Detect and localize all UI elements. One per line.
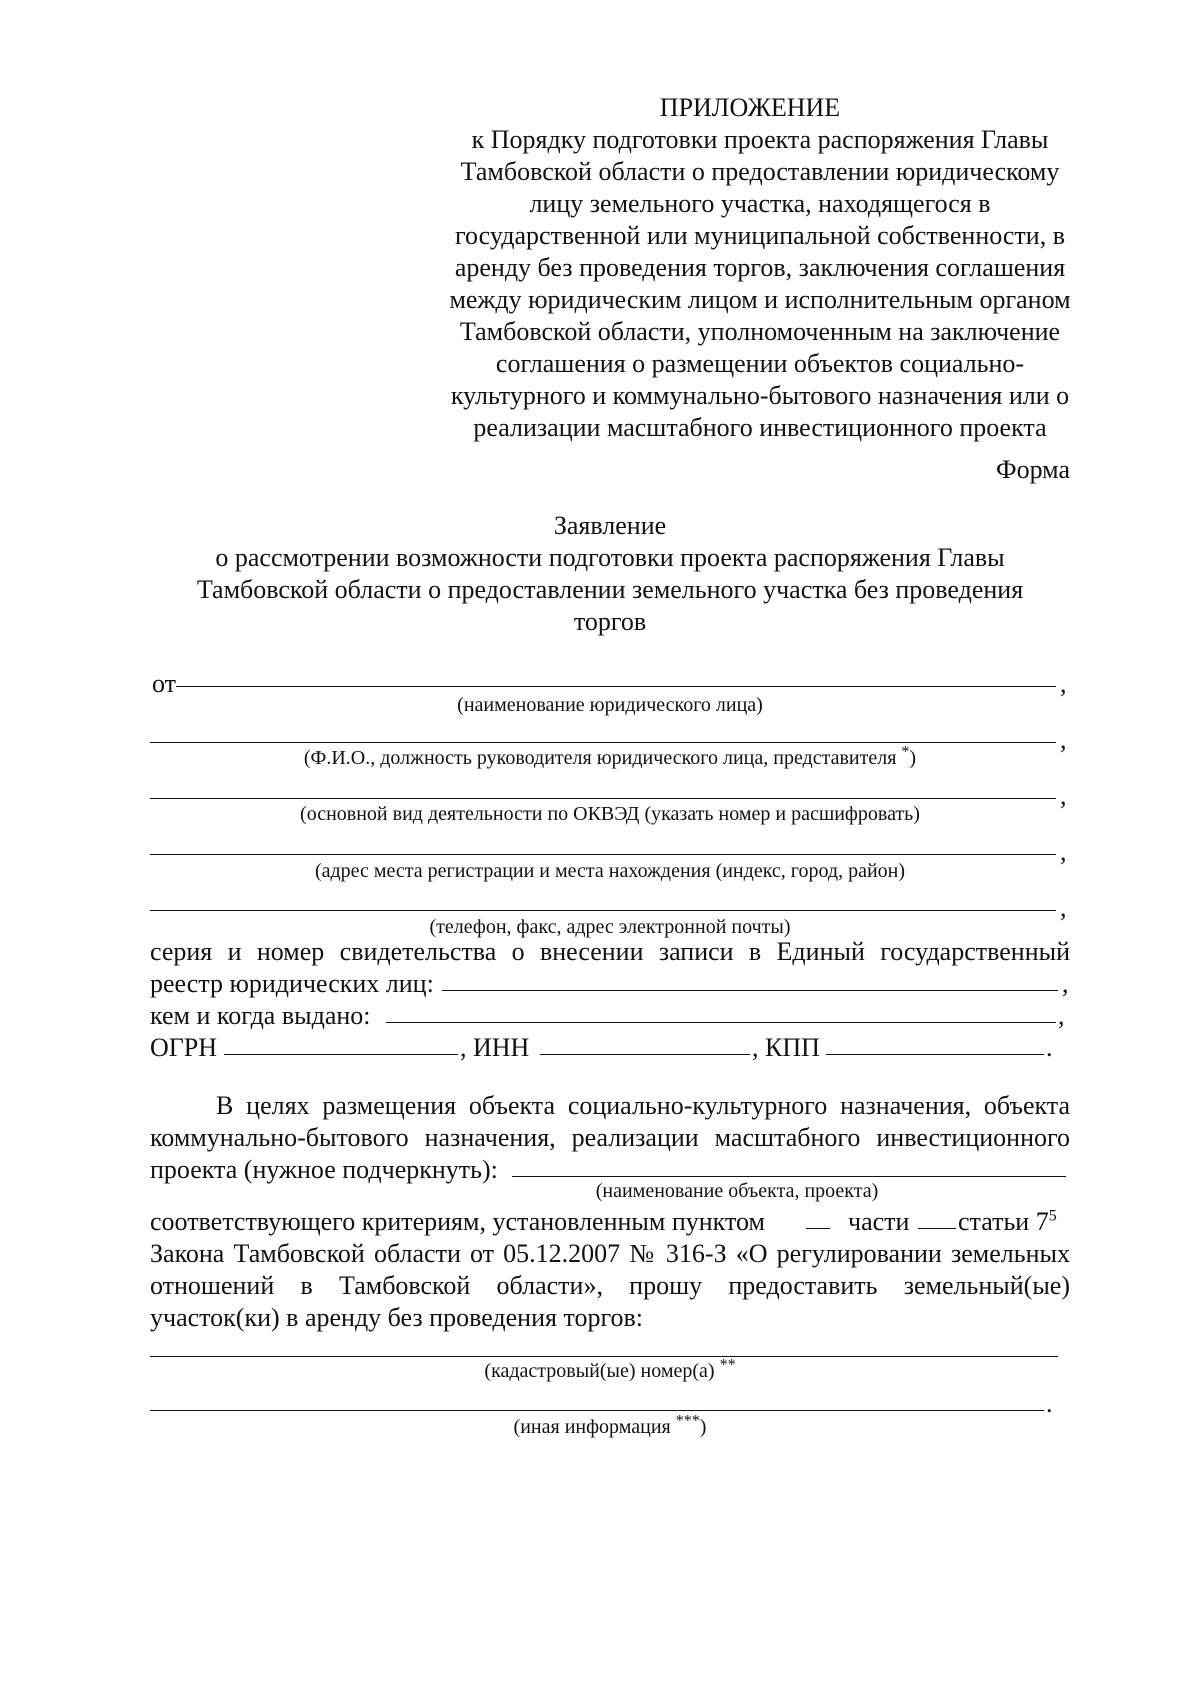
- cadastral-caption-stars: **: [719, 1356, 736, 1374]
- address-caption: (адрес места регистрации и места нахождения (индекс, город, район): [314, 860, 906, 882]
- statement-title: Заявление: [553, 511, 667, 540]
- head-caption: [150, 745, 1070, 771]
- criteria-article: [958, 1206, 1057, 1238]
- contacts-caption: (телефон, факс, адрес электронной почты): [429, 916, 791, 938]
- kpp-period: .: [1046, 1033, 1053, 1062]
- legal-entity-comma: ,: [1060, 669, 1067, 698]
- from-prefix: от: [152, 669, 177, 698]
- registry-comma: ,: [1062, 969, 1069, 998]
- other-info-caption-stars: ***: [675, 1412, 700, 1430]
- criteria-prefix: соответствующего критериям, установленным пунктом: [150, 1207, 765, 1236]
- issued-label: кем и когда выдано:: [150, 1001, 371, 1030]
- kpp-label: , КПП: [752, 1033, 820, 1062]
- head-caption-end: ): [909, 747, 917, 769]
- appendix-line-6: между юридическим лицом и исполнительным органом: [449, 285, 1071, 314]
- head-caption-text: (Ф.И.О., должность руководителя юридического лица, представителя: [303, 747, 902, 769]
- cadastral-field[interactable]: [150, 1356, 1058, 1357]
- registry-line-1: серия и номер свидетельства о внесении записи в Единый государственный: [150, 937, 1070, 966]
- other-info-caption-end: ): [699, 1416, 707, 1438]
- inn-label: , ИНН: [460, 1033, 530, 1062]
- appendix-line-4: государственной или муниципальной собственности, в: [455, 221, 1065, 250]
- appendix-line-7: Тамбовской области, уполномоченным на заключение: [459, 317, 1061, 346]
- ogrn-label: ОГРН: [150, 1033, 218, 1062]
- legal-entity-caption: (наименование юридического лица): [457, 694, 763, 716]
- form-label: Форма: [996, 455, 1070, 484]
- inn-field[interactable]: [540, 1054, 750, 1055]
- cadastral-caption: [150, 1358, 1070, 1384]
- appendix-title: ПРИЛОЖЕНИЕ: [659, 93, 841, 122]
- registry-field[interactable]: [442, 990, 1058, 991]
- criteria-part: части: [848, 1207, 910, 1236]
- ogrn-field[interactable]: [224, 1054, 458, 1055]
- cadastral-caption-text: (кадастровый(ые) номер(а): [484, 1360, 720, 1382]
- object-caption: (наименование объекта, проекта): [595, 1180, 879, 1202]
- appendix-line-5: аренду без проведения торгов, заключения соглашения: [454, 253, 1066, 282]
- issued-comma: ,: [1058, 1001, 1065, 1030]
- other-info-caption: [150, 1414, 1070, 1440]
- criteria-point-field[interactable]: [806, 1228, 830, 1229]
- lease-line: участок(ки) в аренду без проведения торгов:: [150, 1303, 644, 1332]
- purpose-line-3-label: проекта (нужное подчеркнуть):: [150, 1155, 498, 1184]
- contacts-field[interactable]: [150, 910, 1056, 911]
- object-field[interactable]: [512, 1176, 1066, 1177]
- criteria-article-text: статьи 7: [958, 1207, 1049, 1236]
- okved-caption: (основной вид деятельности по ОКВЭД (указать номер и расшифровать): [300, 803, 920, 825]
- purpose-line-2: коммунально-бытового назначения, реализации масштабного инвестиционного: [150, 1123, 1070, 1152]
- okved-comma: ,: [1060, 781, 1067, 810]
- statement-block: [150, 510, 1070, 638]
- address-comma: ,: [1060, 837, 1067, 866]
- address-field[interactable]: [150, 854, 1056, 855]
- appendix-line-10: реализации масштабного инвестиционного проекта: [473, 413, 1047, 442]
- contacts-comma: ,: [1060, 893, 1067, 922]
- request-line: отношений в Тамбовской области», прошу предоставить земельный(ые): [150, 1271, 1070, 1300]
- statement-subtitle-2: Тамбовской области о предоставлении земельного участка без проведения: [196, 575, 1024, 604]
- head-caption-star: *: [901, 743, 910, 761]
- purpose-line-1: В целях размещения объекта социально-культурного назначения, объекта: [216, 1091, 1070, 1120]
- appendix-line-8: соглашения о размещении объектов социально-: [495, 349, 1025, 378]
- head-field[interactable]: [150, 742, 1056, 743]
- legal-entity-field[interactable]: [176, 686, 1056, 687]
- kpp-field[interactable]: [826, 1054, 1044, 1055]
- statement-subtitle-1: о рассмотрении возможности подготовки проекта распоряжения Главы: [215, 543, 1005, 572]
- appendix-line-2: Тамбовской области о предоставлении юридическому: [460, 157, 1060, 186]
- appendix-line-3: лицу земельного участка, находящегося в: [529, 189, 991, 218]
- other-info-caption-text: (иная информация: [513, 1416, 676, 1438]
- law-line: Закона Тамбовской области от 05.12.2007 № 316-З «О регулировании земельных: [150, 1239, 1070, 1268]
- criteria-part-field[interactable]: [918, 1228, 956, 1229]
- okved-field[interactable]: [150, 798, 1056, 799]
- appendix-line-1: к Порядку подготовки проекта распоряжения Главы: [471, 125, 1049, 154]
- statement-subtitle-3: торгов: [573, 607, 647, 636]
- issued-field[interactable]: [386, 1022, 1056, 1023]
- criteria-article-sup: 5: [1048, 1207, 1057, 1225]
- other-info-period: .: [1046, 1389, 1053, 1418]
- appendix-block: [440, 92, 1080, 444]
- other-info-field[interactable]: [150, 1410, 1044, 1411]
- head-comma: ,: [1060, 725, 1067, 754]
- appendix-line-9: культурного и коммунально-бытового назначения или о: [450, 381, 1070, 410]
- registry-label: реестр юридических лиц:: [150, 969, 434, 998]
